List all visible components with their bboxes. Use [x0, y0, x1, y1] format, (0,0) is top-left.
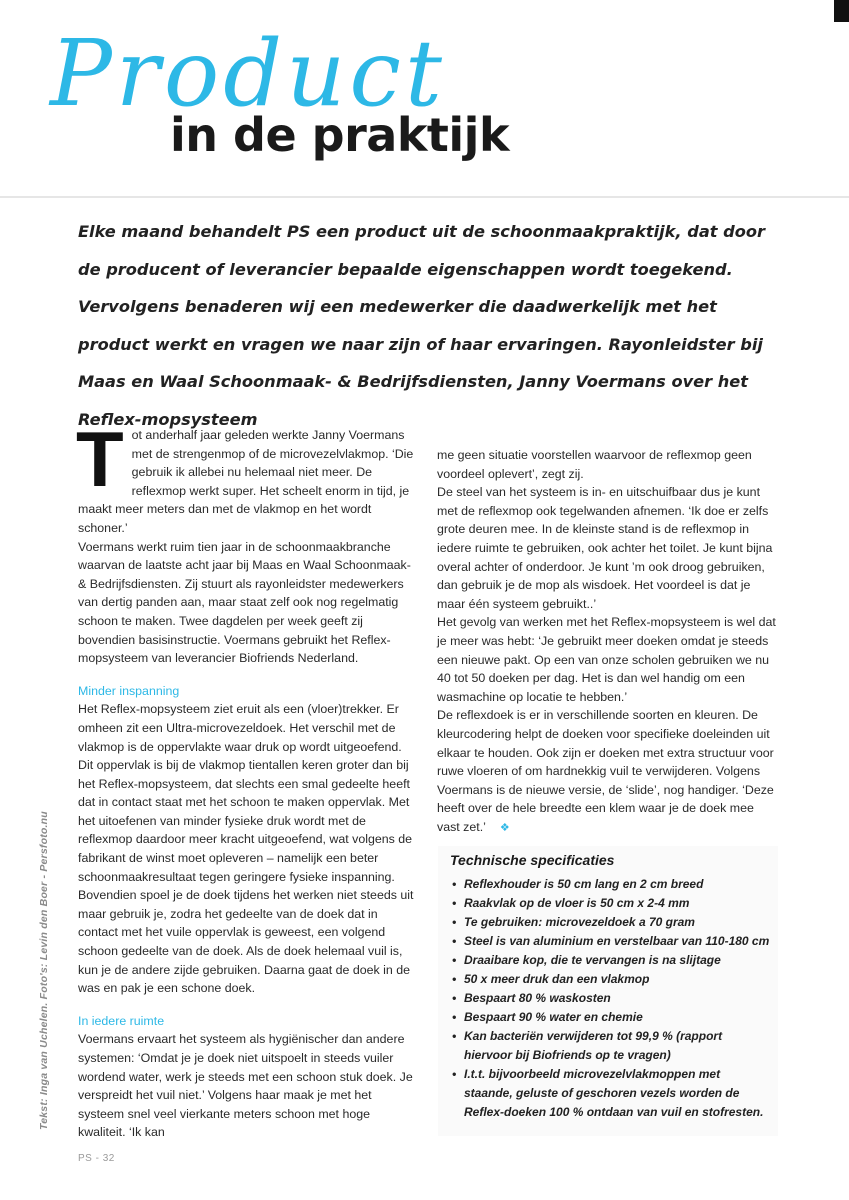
article-paragraph: Voermans werkt ruim tien jaar in de schoonmaakbranche waarvan de laatste acht jaar bij Maas en Waal Schoonmaak- & Bedrijfsdiensten. Zij stuurt als rayonleidster medewerkers van dertig panden aan, maar staat zelf ook nog regelmatig schoon te maken. Twee dagdelen per week geeft zij bovendien basisinstructie. Voermans gebruikt het Reflex-mopsysteem van leverancier Biofriends Nederland.: [78, 539, 411, 666]
page-number: PS - 32: [78, 1153, 115, 1164]
article-paragraph: Het Reflex-mopsysteem ziet eruit als een (vloer)trekker. Er omheen zit een Ultra-microvezeldoek. Het verschil met de vlakmop is de oppervlakte waar druk op wordt uitgeoefend. Dit oppervlak is bij de vlakmop tientallen keren groter dan bij het Reflex-mopsysteem, dat slechts een smal gedeelte heeft dat in contact staat met het schoon te maken oppervlak. Met het uitoefenen van minder fysieke druk wordt met de reflexmop daardoor meer kracht uitgeoefend, wat volgens de fabrikant de winst moet opleveren – namelijk een beter schoonmaakresultaat tegen geringere fysieke inspanning.: [78, 702, 413, 884]
spec-item: • Reflexhouder is 50 cm lang en 2 cm breed: [452, 875, 772, 894]
article-column-left: [76, 415, 418, 1142]
spec-item: • Bespaart 90 % water en chemie: [452, 1008, 772, 1027]
section-main-title: in de praktijk: [170, 108, 510, 162]
article-paragraph: De steel van het systeem is in- en uitschuifbaar dus je kunt met de reflexmop ook tegelwanden afnemen. ‘Ik doe er zelfs grote deuren mee. In de kleinste stand is de reflexmop in iedere ruimte te gebruiken, ook achter het toilet. Je kunt bijna overal achter of onderdoor. Je kunt ’m ook droog gebruiken, dan gebruik je de mop als wisdoek. Het voordeel is dat je maar één systeem gebruikt..’: [437, 485, 773, 611]
spec-item: • Kan bacteriën verwijderen tot 99,9 % (rapport hiervoor bij Biofriends op te vragen): [452, 1027, 772, 1065]
spec-item: • I.t.t. bijvoorbeeld microvezelvlakmoppen met staande, geluste of geschoren vezels worden de Reflex-doeken 100 % ontdaan van vuil en stofresten.: [452, 1065, 772, 1122]
subheading-minder-inspanning: Minder inspanning: [78, 683, 180, 698]
intro-paragraph: Elke maand behandelt PS een product uit de schoonmaakpraktijk, dat door de producent of leverancier bepaalde eigenschappen wordt toegekend. Vervolgens benaderen wij een medewerker die daadwerkelijk met het product werkt en vragen we naar zijn of haar ervaringen. Rayonleidster bij Maas en Waal Schoonmaak- & Bedrijfsdiensten, Janny Voermans over het Reflex-mopsysteem: [78, 222, 765, 429]
header-divider: [0, 196, 849, 198]
article-paragraph: Voermans ervaart het systeem als hygiënischer dan andere systemen: ‘Omdat je je doek niet uitspoelt in steeds vuiler wordend water, werk je steeds met een schoon stuk doek. Je verspreidt het vuil niet.’ Volgens haar maak je met het systeem snel veel vierkante meters schoon met hoge kwaliteit. ‘Ik kan: [78, 1032, 413, 1140]
article-column-right: [437, 446, 777, 837]
article-paragraph: me geen situatie voorstellen waarvoor de reflexmop geen voordeel oplevert’, zegt zij.: [437, 448, 752, 481]
article-paragraph: Bovendien spoel je de doek tijdens het werken niet steeds uit maar gebruik je, zodra het gedeelte van de doek dat in contact met het vuile oppervlak is geweest, een volgend schoon gedeelte van de doek. Als de doek helemaal vuil is, kun je de andere zijde gebruiken. Daarna gaat de doek in de was en pak je een schone doek.: [78, 888, 414, 996]
spec-item: • 50 x meer druk dan een vlakmop: [452, 970, 772, 989]
drop-cap: T: [76, 415, 124, 503]
subheading-in-iedere-ruimte: In iedere ruimte: [78, 1013, 165, 1028]
end-mark-icon: ❖: [499, 821, 510, 834]
specs-title: Technische specificaties: [450, 852, 615, 868]
photo-credit: Tekst: Inga van Uchelen. Foto's: Levin den Boer - Persfoto.nu: [38, 811, 50, 1130]
spec-item: • Bespaart 80 % waskosten: [452, 989, 772, 1008]
spec-item: • Raakvlak op de vloer is 50 cm x 2-4 mm: [452, 894, 772, 913]
corner-crop-mark: [834, 0, 849, 22]
spec-item: • Draaibare kop, die te vervangen is na slijtage: [452, 951, 772, 970]
spec-item: • Te gebruiken: microvezeldoek a 70 gram: [452, 913, 772, 932]
section-script-title: Product: [50, 20, 446, 127]
article-paragraph-last: [437, 706, 777, 837]
article-paragraph: Het gevolg van werken met het Reflex-mopsysteem is wel dat je meer was hebt: ‘Je gebruikt meer doeken omdat je steeds een nieuwe pakt. Op een van onze scholen gebruiken we nu 40 tot 50 doeken per dag. Het is dan wel handig om een wasmachine op locatie te hebben.’: [437, 615, 776, 704]
spec-item: • Steel is van aluminium en verstelbaar van 110-180 cm: [452, 932, 772, 951]
specs-list: [452, 875, 772, 1122]
article-paragraph-text: De reflexdoek is er in verschillende soorten en kleuren. De kleurcodering helpt de doeken voor specifieke doeleinden uit elkaar te houden. Ook zijn er doeken met extra structuur voor ruwe vloeren of om hardnekkig vuil te verwijderen. Volgens Voermans is de nieuwe versie, de ‘slide’, nog handiger. ‘Deze heeft over de hele breedte een klem waar je de doek mee vast zet.’: [437, 708, 774, 834]
article-paragraph: ot anderhalf jaar geleden werkte Janny Voermans met de strengenmop of de microvezelvlakmop. ‘Die gebruik ik allebei nu helemaal niet meer. De reflexmop werkt super. Het scheelt enorm in tijd, je maakt meer meters dan met de vlakmop en het wordt schoner.’: [78, 428, 414, 535]
